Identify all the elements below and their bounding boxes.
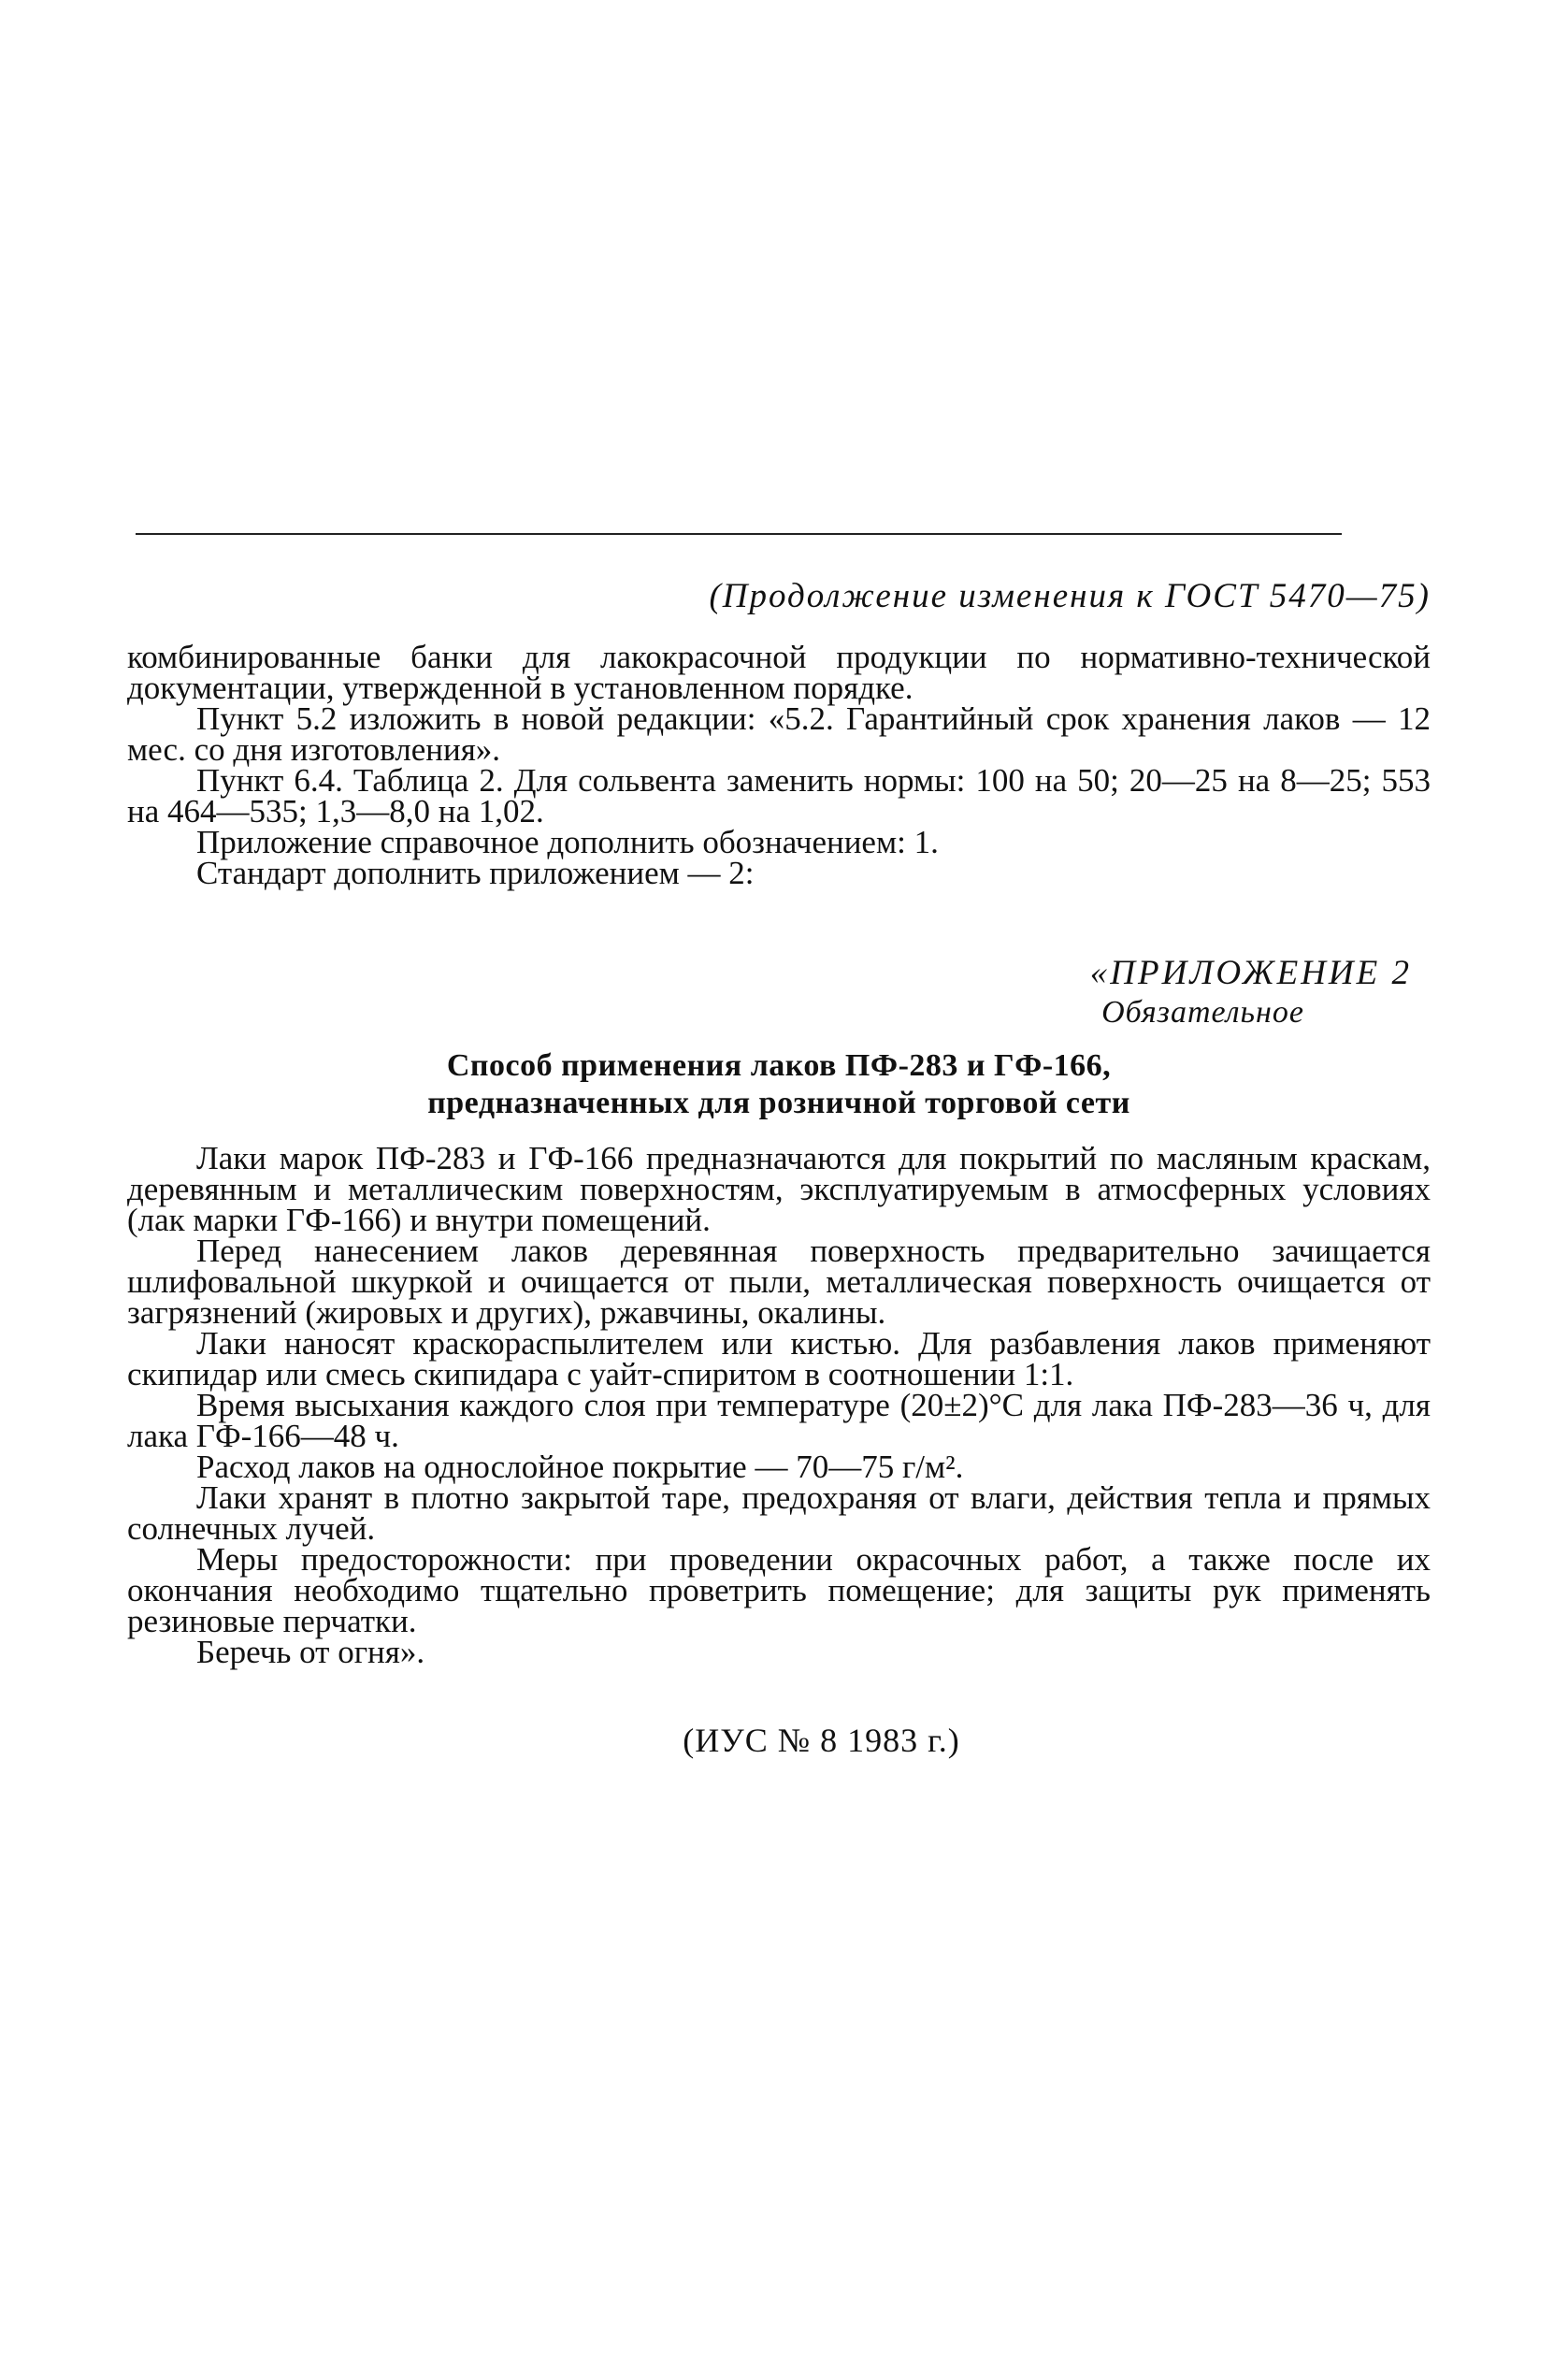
paragraph: Время высыхания каждого слоя при температуре (20±2)°С для лака ПФ-283—36 ч, для лака ГФ-166—48 ч. [127,1387,1431,1454]
appendix-label: «ПРИЛОЖЕНИЕ 2 [1089,954,1412,992]
appendix-heading [0,954,1412,1032]
paragraph: Лаки хранят в плотно закрытой таре, предохраняя от влаги, действия тепла и прямых солнечных лучей. [127,1479,1431,1547]
section-title-line: Способ применения лаков ПФ-283 и ГФ-166, [446,1048,1112,1083]
source-reference: (ИУС № 8 1983 г.) [683,1722,960,1759]
paragraph: Лаки марок ПФ-283 и ГФ-166 предназначаются для покрытий по масляным краскам, деревянным и металлическим поверхностям, эксплуатируемым в атмосферных условиях (лак марки ГФ-166) и внутри помещений. [127,1140,1431,1238]
amendment-text [127,639,1431,891]
paragraph: Стандарт дополнить приложением — 2: [196,855,755,891]
paragraph: Приложение справочное дополнить обозначением: 1. [196,824,939,860]
paragraph: Пункт 5.2 изложить в новой редакции: «5.2. Гарантийный срок хранения лаков — 12 мес. со дня изготовления». [127,700,1431,768]
section-title-line: предназначенных для розничной торговой сети [427,1086,1130,1120]
paragraph: Беречь от огня». [196,1634,425,1670]
paragraph: Лаки наносят краскораспылителем или кистью. Для разбавления лаков применяют скипидар или смесь скипидара с уайт-спиритом в соотношении 1:1. [127,1325,1431,1392]
section-title [127,1047,1431,1122]
paragraph: Перед нанесением лаков деревянная поверхность предварительно зачищается шлифовальной шкуркой и очищается от пыли, металлическая поверхность очищается от загрязнений (жировых и других), ржавчины, окалины. [127,1233,1431,1331]
paragraph: Меры предосторожности: при проведении окрасочных работ, а также после их окончания необходимо тщательно проветрить помещение; для защиты рук применять резиновые перчатки. [127,1541,1431,1639]
continuation-header: (Продолжение изменения к ГОСТ 5470—75) [709,577,1431,615]
paragraph: комбинированные банки для лакокрасочной продукции по нормативно-технической документации, утвержденной в установленном порядке. [127,639,1431,706]
paragraph: Пункт 6.4. Таблица 2. Для сольвента заменить нормы: 100 на 50; 20—25 на 8—25; 553 на 464—535; 1,3—8,0 на 1,02. [127,762,1431,829]
appendix-status: Обязательное [1101,995,1304,1030]
appendix-body [127,1140,1431,1670]
top-divider-line [136,533,1342,535]
paragraph: Расход лаков на однослойное покрытие — 70—75 г/м². [196,1449,964,1485]
